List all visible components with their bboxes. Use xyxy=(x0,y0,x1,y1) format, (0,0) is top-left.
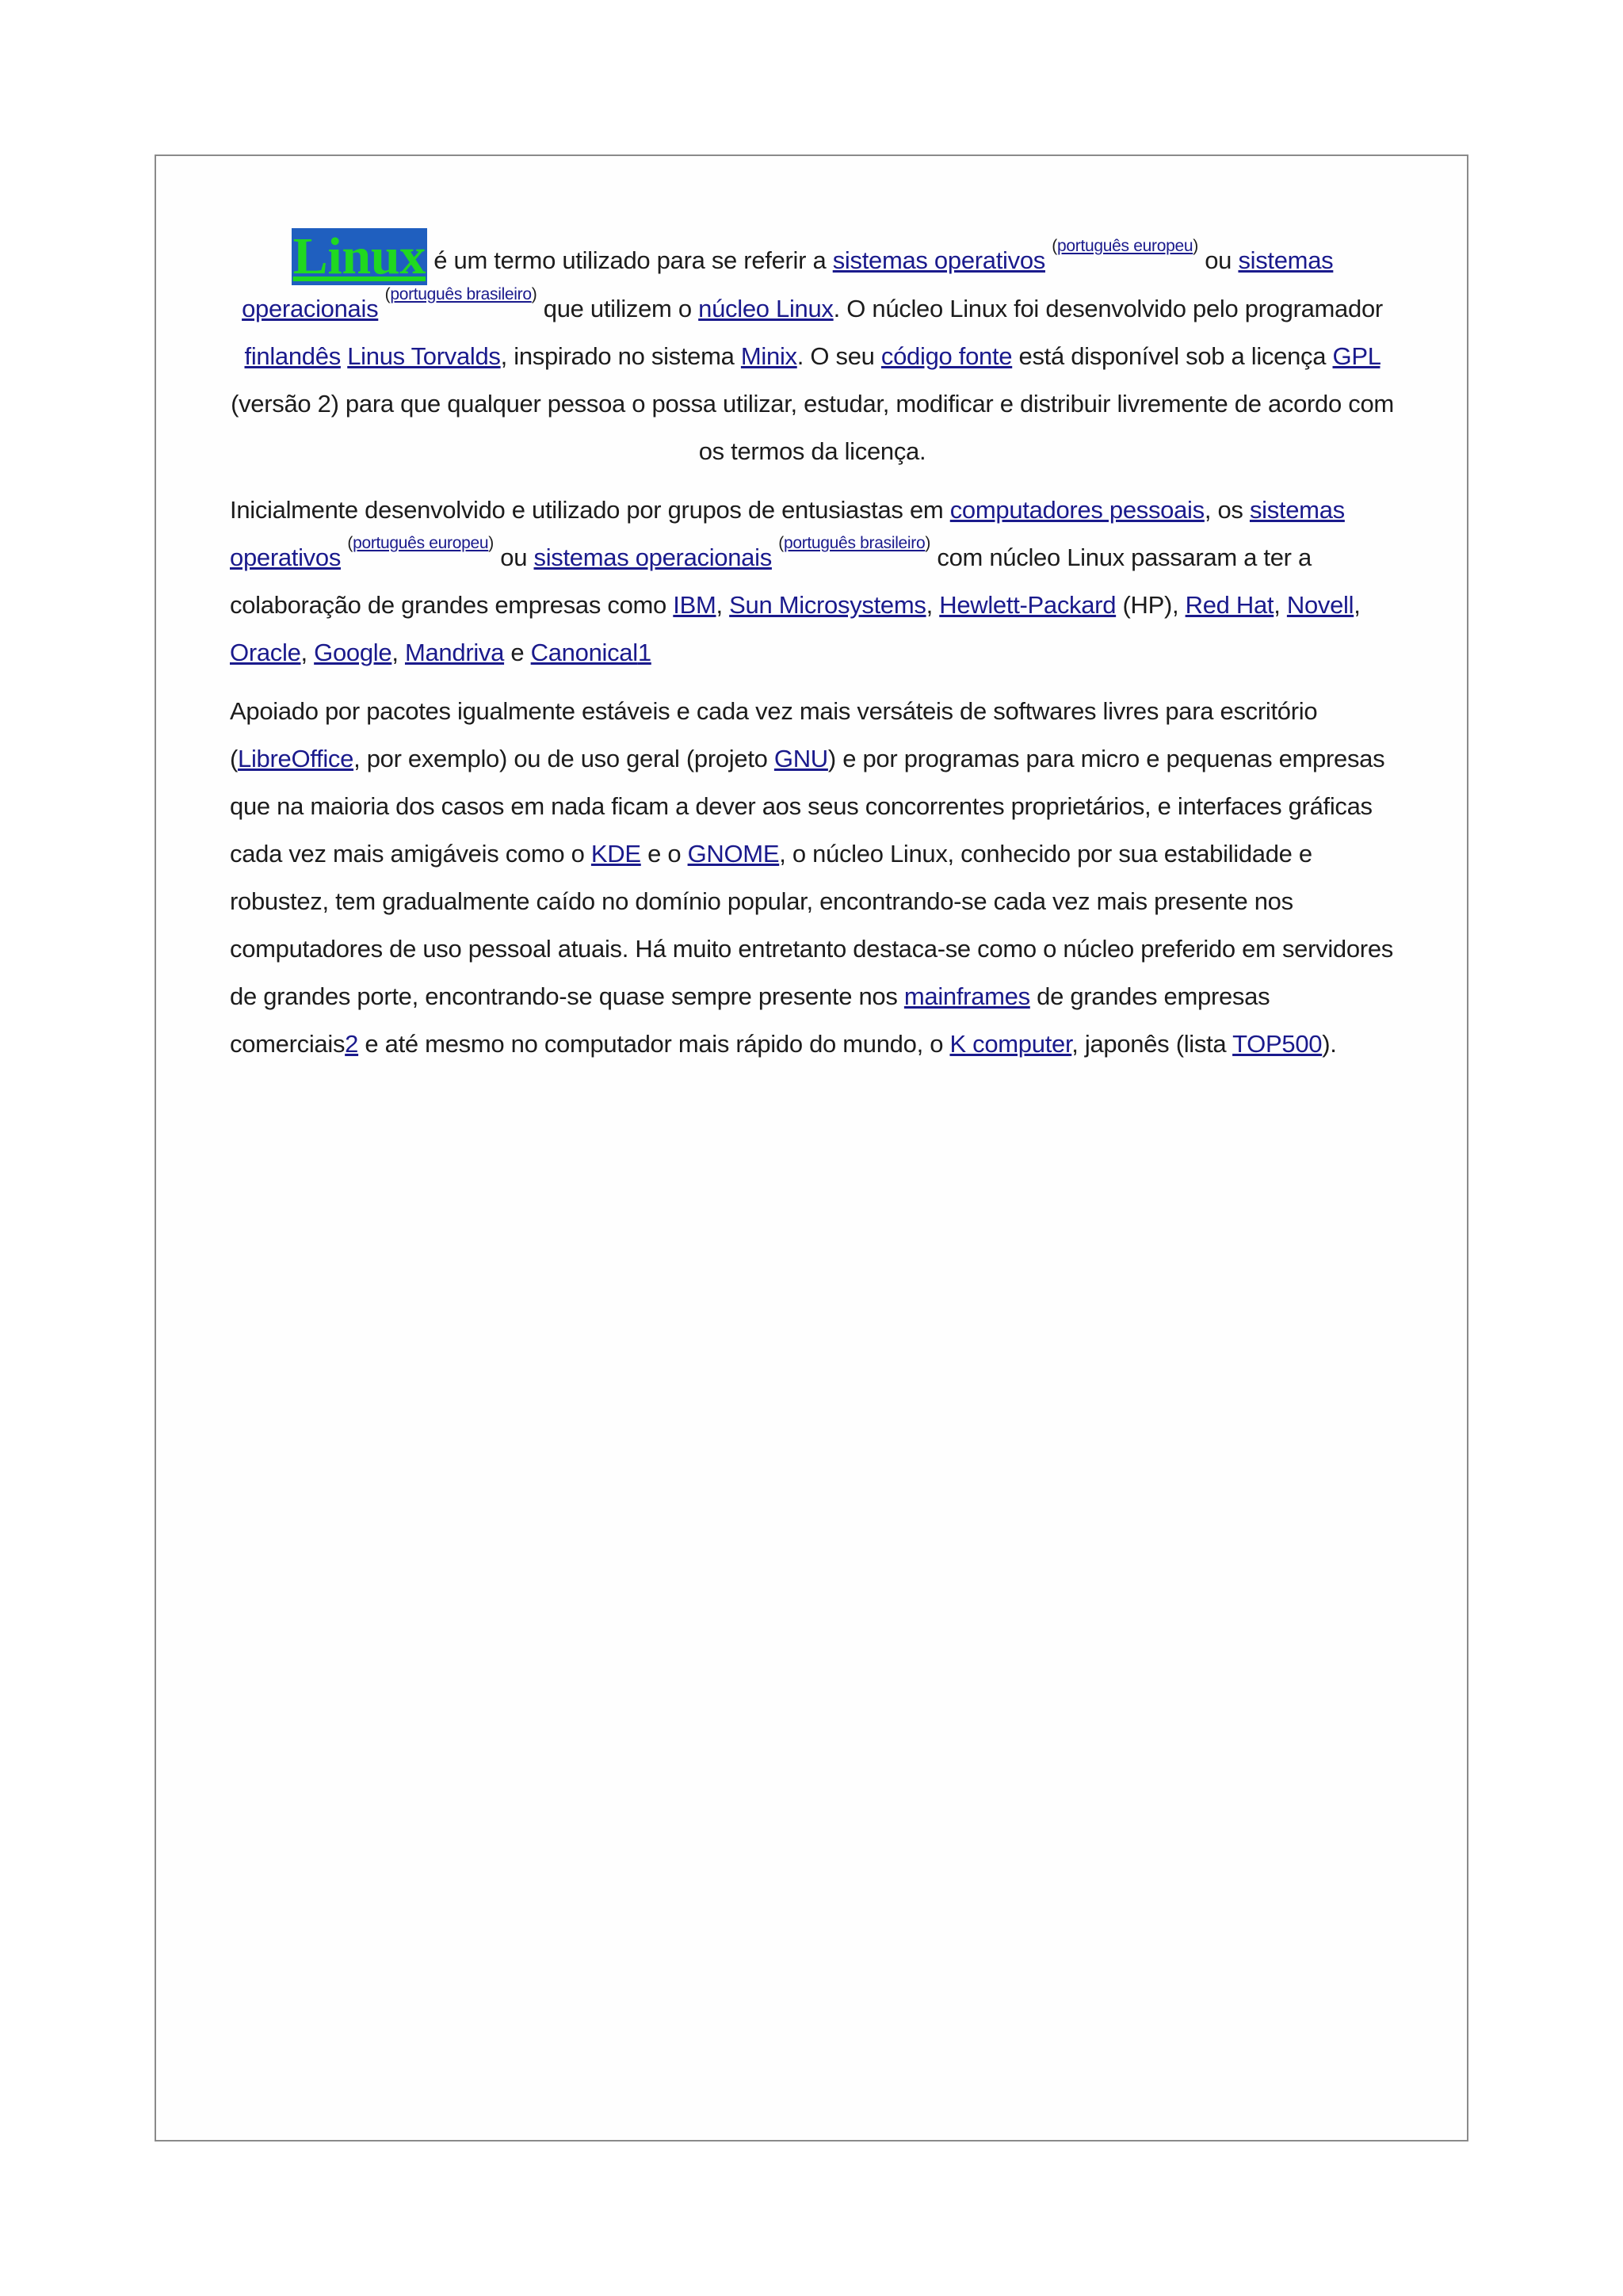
text: Apoiado por pacotes igualmente estáveis e cada vez mais versáteis de softwares livres para escritório ( xyxy=(230,697,1318,772)
text: Inicialmente desenvolvido e utilizado por grupos de entusiastas em xyxy=(230,496,950,524)
text: que utilizem o xyxy=(537,295,699,322)
link-sistemas-operativos[interactable]: sistemas operativos xyxy=(832,246,1045,274)
text: . O seu xyxy=(796,342,881,370)
note-portugues-europeu xyxy=(1052,237,1198,255)
text: , por exemplo) ou de uso geral (projeto xyxy=(353,745,774,772)
link-canonical[interactable]: Canonical xyxy=(530,639,638,666)
text: . O núcleo Linux foi desenvolvido pelo programador xyxy=(833,295,1383,322)
link-gpl[interactable]: GPL xyxy=(1332,342,1381,370)
text: está disponível sob a licença xyxy=(1012,342,1333,370)
link-sistemas-operativos[interactable]: sistemas operativos xyxy=(230,496,1345,571)
text: ) xyxy=(488,534,494,552)
link-kde[interactable]: KDE xyxy=(590,840,641,868)
text: , inspirado no sistema xyxy=(500,342,741,370)
text: , xyxy=(1274,591,1287,619)
link-portugues-brasileiro[interactable]: português brasileiro xyxy=(783,534,926,552)
link-portugues-europeu[interactable]: português europeu xyxy=(1057,237,1193,255)
link-gnome[interactable]: GNOME xyxy=(687,840,780,868)
link-linus-torvalds[interactable]: Linus Torvalds xyxy=(347,342,501,370)
link-mainframes[interactable]: mainframes xyxy=(903,982,1030,1010)
link-k-computer[interactable]: K computer xyxy=(949,1030,1072,1058)
footnote-ref-2[interactable]: 2 xyxy=(345,1030,359,1058)
link-sun-microsystems[interactable]: Sun Microsystems xyxy=(729,591,926,619)
link-mandriva[interactable]: Mandriva xyxy=(404,639,505,666)
link-libreoffice[interactable]: LibreOffice xyxy=(238,745,354,772)
text: com núcleo Linux passaram a ter a colaboração de grandes empresas como xyxy=(230,543,1312,619)
text: , japonês (lista xyxy=(1071,1030,1233,1058)
link-ibm[interactable]: IBM xyxy=(673,591,716,619)
link-novell[interactable]: Novell xyxy=(1286,591,1354,619)
text: , os xyxy=(1204,496,1250,524)
link-nucleo-linux[interactable]: núcleo Linux xyxy=(698,295,834,322)
text: e xyxy=(504,639,531,666)
link-minix[interactable]: Minix xyxy=(740,342,797,370)
text: , xyxy=(391,639,405,666)
text xyxy=(341,342,347,370)
text: ( xyxy=(778,534,784,552)
text: é um termo utilizado para se referir a xyxy=(426,246,833,274)
text: ou xyxy=(1197,246,1239,274)
link-red-hat[interactable]: Red Hat xyxy=(1185,591,1274,619)
text: , xyxy=(300,639,315,666)
link-hewlett-packard[interactable]: Hewlett-Packard xyxy=(939,591,1117,619)
history-paragraph xyxy=(230,486,1395,677)
link-top500[interactable]: TOP500 xyxy=(1232,1030,1323,1058)
link-oracle[interactable]: Oracle xyxy=(230,639,301,666)
text: ) xyxy=(925,534,931,552)
link-codigo-fonte[interactable]: código fonte xyxy=(880,342,1013,370)
adoption-paragraph xyxy=(230,688,1395,1068)
text: e até mesmo no computador mais rápido do mundo, o xyxy=(358,1030,950,1058)
text: ou xyxy=(493,543,534,571)
text: ( xyxy=(384,285,391,303)
document-body xyxy=(230,228,1395,1079)
link-portugues-europeu[interactable]: português europeu xyxy=(353,534,489,552)
note-portugues-europeu xyxy=(347,534,494,552)
text: ) xyxy=(531,285,537,303)
linux-title: Linux xyxy=(292,227,426,285)
link-computadores-pessoais[interactable]: computadores pessoais xyxy=(949,496,1205,524)
text: (versão 2) para que qualquer pessoa o possa utilizar, estudar, modificar e distribuir livremente de acordo com os termos da licença. xyxy=(231,390,1394,465)
text: , o núcleo Linux, conhecido por sua estabilidade e robustez, tem gradualmente caído no domínio popular, encontrando-se cada vez mais presente nos computadores de uso pessoal atuais. Há muito entretanto destaca-se como o núcleo preferido em servidores de grandes porte, encontrando-se quase sempre presente nos xyxy=(230,840,1393,1010)
text: ( xyxy=(347,534,353,552)
text: , xyxy=(926,591,940,619)
text: e o xyxy=(640,840,688,868)
text: ) e por programas para micro e pequenas empresas que na maioria dos casos em nada ficam a dever aos seus concorrentes proprietários, e interfaces gráficas cada vez mais amigáveis como o xyxy=(230,745,1385,868)
text: , xyxy=(716,591,730,619)
text: , xyxy=(1354,591,1361,619)
link-sistemas-operacionais[interactable]: sistemas operacionais xyxy=(533,543,772,571)
text: de grandes empresas comerciais xyxy=(230,982,1270,1058)
link-finlandes[interactable]: finlandês xyxy=(244,342,341,370)
text: ). xyxy=(1322,1030,1337,1058)
text: ( xyxy=(1052,237,1057,255)
note-portugues-brasileiro xyxy=(778,534,930,552)
intro-paragraph xyxy=(230,228,1395,475)
link-gnu[interactable]: GNU xyxy=(773,745,828,772)
note-portugues-brasileiro xyxy=(385,285,537,303)
link-sistemas-operacionais[interactable]: sistemas operacionais xyxy=(242,246,1334,322)
footnote-ref-1[interactable]: 1 xyxy=(637,639,651,666)
link-portugues-brasileiro[interactable]: português brasileiro xyxy=(390,285,532,303)
link-google[interactable]: Google xyxy=(314,639,392,666)
text: (HP), xyxy=(1116,591,1186,619)
text: ) xyxy=(1193,237,1198,255)
